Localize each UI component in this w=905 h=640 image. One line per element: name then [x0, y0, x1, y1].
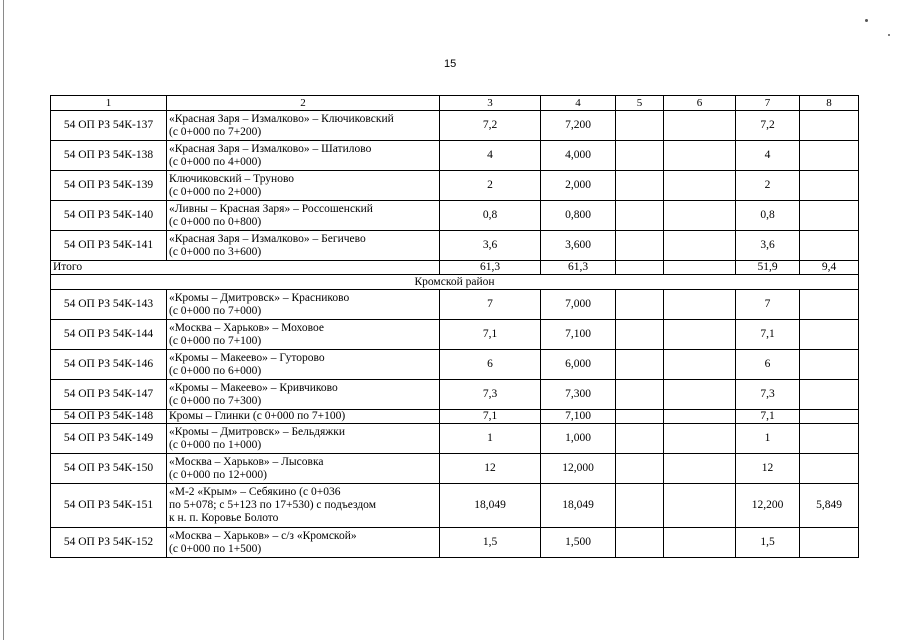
value-cell-c7: 7,2: [736, 111, 800, 141]
value-cell-c8: [800, 111, 859, 141]
value-cell-c7: 7,1: [736, 410, 800, 424]
value-cell-c5: [616, 380, 664, 410]
value-cell-c3: 18,049: [440, 484, 541, 528]
value-cell-c5: [616, 528, 664, 558]
value-cell-c7: 7,1: [736, 320, 800, 350]
value-cell-c6: [664, 290, 736, 320]
value-cell-c3: 1: [440, 424, 541, 454]
value-cell-c8: [800, 171, 859, 201]
value-cell-c4: 7,100: [541, 410, 616, 424]
table-row: [51, 350, 859, 380]
road-name-line: «Кромы – Дмитровск» – Красниково: [169, 291, 350, 304]
value-cell-c4: 7,300: [541, 380, 616, 410]
road-name-line: (с 0+000 по 7+100): [169, 334, 262, 347]
value-cell-c4: 12,000: [541, 454, 616, 484]
value-cell-c3: 7,3: [440, 380, 541, 410]
road-code-cell: 54 ОП РЗ 54К-148: [51, 410, 167, 424]
road-name-line: «Кромы – Макеево» – Гуторово: [169, 351, 325, 364]
value-cell-c5: [616, 424, 664, 454]
value-cell-c5: [616, 111, 664, 141]
value-cell-c4: 7,000: [541, 290, 616, 320]
district-title: Кромской район: [51, 275, 859, 290]
road-code-cell: 54 ОП РЗ 54К-146: [51, 350, 167, 380]
value-cell-c4: 0,800: [541, 201, 616, 231]
value-cell-c5: [616, 350, 664, 380]
total-value-c5: [616, 261, 664, 275]
column-header: 1: [51, 96, 167, 111]
road-name-line: (с 0+000 по 0+800): [169, 215, 262, 228]
road-name-cell: [167, 231, 440, 261]
column-header: 2: [167, 96, 440, 111]
road-name-line: (с 0+000 по 7+200): [169, 125, 262, 138]
road-name-cell: [167, 111, 440, 141]
value-cell-c6: [664, 350, 736, 380]
table-row: [51, 528, 859, 558]
table-row: [51, 111, 859, 141]
value-cell-c7: 2: [736, 171, 800, 201]
value-cell-c3: 6: [440, 350, 541, 380]
road-name-line: (с 0+000 по 1+000): [169, 438, 262, 451]
road-name-line: «Красная Заря – Измалково» – Бегичево: [169, 232, 366, 245]
road-name-line: «Москва – Харьков» – Лысовка: [169, 455, 324, 468]
road-name-cell: [167, 171, 440, 201]
value-cell-c6: [664, 454, 736, 484]
value-cell-c8: [800, 528, 859, 558]
value-cell-c5: [616, 141, 664, 171]
value-cell-c3: 7: [440, 290, 541, 320]
road-code-cell: 54 ОП РЗ 54К-138: [51, 141, 167, 171]
value-cell-c8: [800, 141, 859, 171]
value-cell-c5: [616, 410, 664, 424]
value-cell-c3: 7,2: [440, 111, 541, 141]
total-value-c7: 51,9: [736, 261, 800, 275]
value-cell-c3: 0,8: [440, 201, 541, 231]
value-cell-c7: 1: [736, 424, 800, 454]
scan-speck: [888, 34, 890, 36]
road-name-cell: [167, 484, 440, 528]
value-cell-c6: [664, 380, 736, 410]
total-row: [51, 261, 859, 275]
value-cell-c3: 7,1: [440, 410, 541, 424]
roads-table: [50, 95, 859, 558]
road-name-line: (с 0+000 по 12+000): [169, 468, 268, 481]
value-cell-c7: 3,6: [736, 231, 800, 261]
road-code-cell: 54 ОП РЗ 54К-137: [51, 111, 167, 141]
value-cell-c5: [616, 320, 664, 350]
road-name-line: (с 0+000 по 3+600): [169, 245, 262, 258]
road-code-cell: 54 ОП РЗ 54К-151: [51, 484, 167, 528]
value-cell-c4: 7,100: [541, 320, 616, 350]
road-name-line: «Кромы – Макеево» – Кривчиково: [169, 381, 338, 394]
table-body: [51, 96, 859, 558]
road-name-line: (с 0+000 по 1+500): [169, 542, 262, 555]
value-cell-c6: [664, 410, 736, 424]
table-row: [51, 320, 859, 350]
value-cell-c5: [616, 290, 664, 320]
value-cell-c7: 0,8: [736, 201, 800, 231]
value-cell-c4: 7,200: [541, 111, 616, 141]
table-row: [51, 454, 859, 484]
road-name-cell: [167, 380, 440, 410]
road-name-cell: [167, 141, 440, 171]
scan-edge-line: [3, 0, 4, 640]
value-cell-c7: 12,200: [736, 484, 800, 528]
road-name-line: «М-2 «Крым» – Себякино (с 0+036: [169, 486, 341, 498]
value-cell-c7: 6: [736, 350, 800, 380]
value-cell-c6: [664, 201, 736, 231]
value-cell-c8: [800, 201, 859, 231]
value-cell-c4: 6,000: [541, 350, 616, 380]
value-cell-c3: 3,6: [440, 231, 541, 261]
road-code-cell: 54 ОП РЗ 54К-144: [51, 320, 167, 350]
road-name-cell: [167, 424, 440, 454]
column-header: 4: [541, 96, 616, 111]
road-name-cell: Кромы – Глинки (с 0+000 по 7+100): [167, 410, 440, 424]
value-cell-c3: 7,1: [440, 320, 541, 350]
total-label-cell: Итого: [51, 261, 440, 275]
value-cell-c8: [800, 410, 859, 424]
value-cell-c6: [664, 171, 736, 201]
value-cell-c8: [800, 380, 859, 410]
page-number: 15: [444, 58, 457, 70]
value-cell-c7: 4: [736, 141, 800, 171]
value-cell-c4: 18,049: [541, 484, 616, 528]
road-name-line: (с 0+000 по 4+000): [169, 155, 262, 168]
total-value-c4: 61,3: [541, 261, 616, 275]
road-code-cell: 54 ОП РЗ 54К-140: [51, 201, 167, 231]
road-name-line: (с 0+000 по 7+300): [169, 394, 262, 407]
value-cell-c4: 3,600: [541, 231, 616, 261]
value-cell-c4: 1,500: [541, 528, 616, 558]
table-row: [51, 380, 859, 410]
value-cell-c6: [664, 141, 736, 171]
value-cell-c5: [616, 484, 664, 528]
value-cell-c8: [800, 424, 859, 454]
table-row: [51, 410, 859, 424]
value-cell-c5: [616, 171, 664, 201]
value-cell-c8: 5,849: [800, 484, 859, 528]
road-code-cell: 54 ОП РЗ 54К-152: [51, 528, 167, 558]
value-cell-c8: [800, 350, 859, 380]
value-cell-c3: 4: [440, 141, 541, 171]
value-cell-c6: [664, 528, 736, 558]
road-code-cell: 54 ОП РЗ 54К-141: [51, 231, 167, 261]
value-cell-c3: 12: [440, 454, 541, 484]
road-name-line: «Красная Заря – Измалково» – Ключиковский: [169, 112, 394, 125]
value-cell-c8: [800, 290, 859, 320]
district-row: [51, 275, 859, 290]
table-row: [51, 201, 859, 231]
road-code-cell: 54 ОП РЗ 54К-143: [51, 290, 167, 320]
value-cell-c5: [616, 454, 664, 484]
value-cell-c7: 7: [736, 290, 800, 320]
road-name-line: «Красная Заря – Измалково» – Шатилово: [169, 142, 372, 155]
road-name-line: (с 0+000 по 2+000): [169, 185, 262, 198]
value-cell-c7: 12: [736, 454, 800, 484]
column-header: 5: [616, 96, 664, 111]
value-cell-c8: [800, 454, 859, 484]
table-row: [51, 231, 859, 261]
value-cell-c3: 2: [440, 171, 541, 201]
table-row: [51, 141, 859, 171]
value-cell-c8: [800, 320, 859, 350]
table-row: [51, 424, 859, 454]
value-cell-c5: [616, 201, 664, 231]
road-name-cell: [167, 320, 440, 350]
road-name-line: «Ливны – Красная Заря» – Россошенский: [169, 202, 373, 215]
road-name-line: (с 0+000 по 6+000): [169, 364, 262, 377]
road-name-line: «Москва – Харьков» – с/з «Кромской»: [169, 529, 357, 542]
value-cell-c7: 1,5: [736, 528, 800, 558]
column-header: 8: [800, 96, 859, 111]
value-cell-c6: [664, 231, 736, 261]
total-value-c6: [664, 261, 736, 275]
value-cell-c6: [664, 484, 736, 528]
value-cell-c5: [616, 231, 664, 261]
table-row: [51, 484, 859, 528]
total-value-c8: 9,4: [800, 261, 859, 275]
value-cell-c6: [664, 111, 736, 141]
road-name-cell: [167, 201, 440, 231]
road-name-cell: [167, 454, 440, 484]
column-header: 6: [664, 96, 736, 111]
value-cell-c7: 7,3: [736, 380, 800, 410]
value-cell-c6: [664, 424, 736, 454]
value-cell-c8: [800, 231, 859, 261]
value-cell-c4: 2,000: [541, 171, 616, 201]
road-name-line: к н. п. Коровье Болото: [169, 512, 279, 524]
road-name-line: «Кромы – Дмитровск» – Бельдяжки: [169, 425, 345, 438]
column-header: 7: [736, 96, 800, 111]
table-row: [51, 171, 859, 201]
road-code-cell: 54 ОП РЗ 54К-147: [51, 380, 167, 410]
road-name-cell: [167, 528, 440, 558]
road-code-cell: 54 ОП РЗ 54К-139: [51, 171, 167, 201]
road-name-line: (с 0+000 по 7+000): [169, 304, 262, 317]
value-cell-c6: [664, 320, 736, 350]
table-row: [51, 290, 859, 320]
column-number-row: [51, 96, 859, 111]
road-name-line: Ключиковский – Труново: [169, 172, 295, 185]
scan-speck: [865, 19, 868, 22]
road-code-cell: 54 ОП РЗ 54К-149: [51, 424, 167, 454]
road-name-line: «Москва – Харьков» – Моховое: [169, 321, 324, 334]
road-name-cell: [167, 350, 440, 380]
value-cell-c4: 4,000: [541, 141, 616, 171]
value-cell-c3: 1,5: [440, 528, 541, 558]
column-header: 3: [440, 96, 541, 111]
road-name-cell: [167, 290, 440, 320]
value-cell-c4: 1,000: [541, 424, 616, 454]
total-value-c3: 61,3: [440, 261, 541, 275]
road-name-line: по 5+078; с 5+123 по 17+530) с подъездом: [169, 499, 376, 511]
road-code-cell: 54 ОП РЗ 54К-150: [51, 454, 167, 484]
